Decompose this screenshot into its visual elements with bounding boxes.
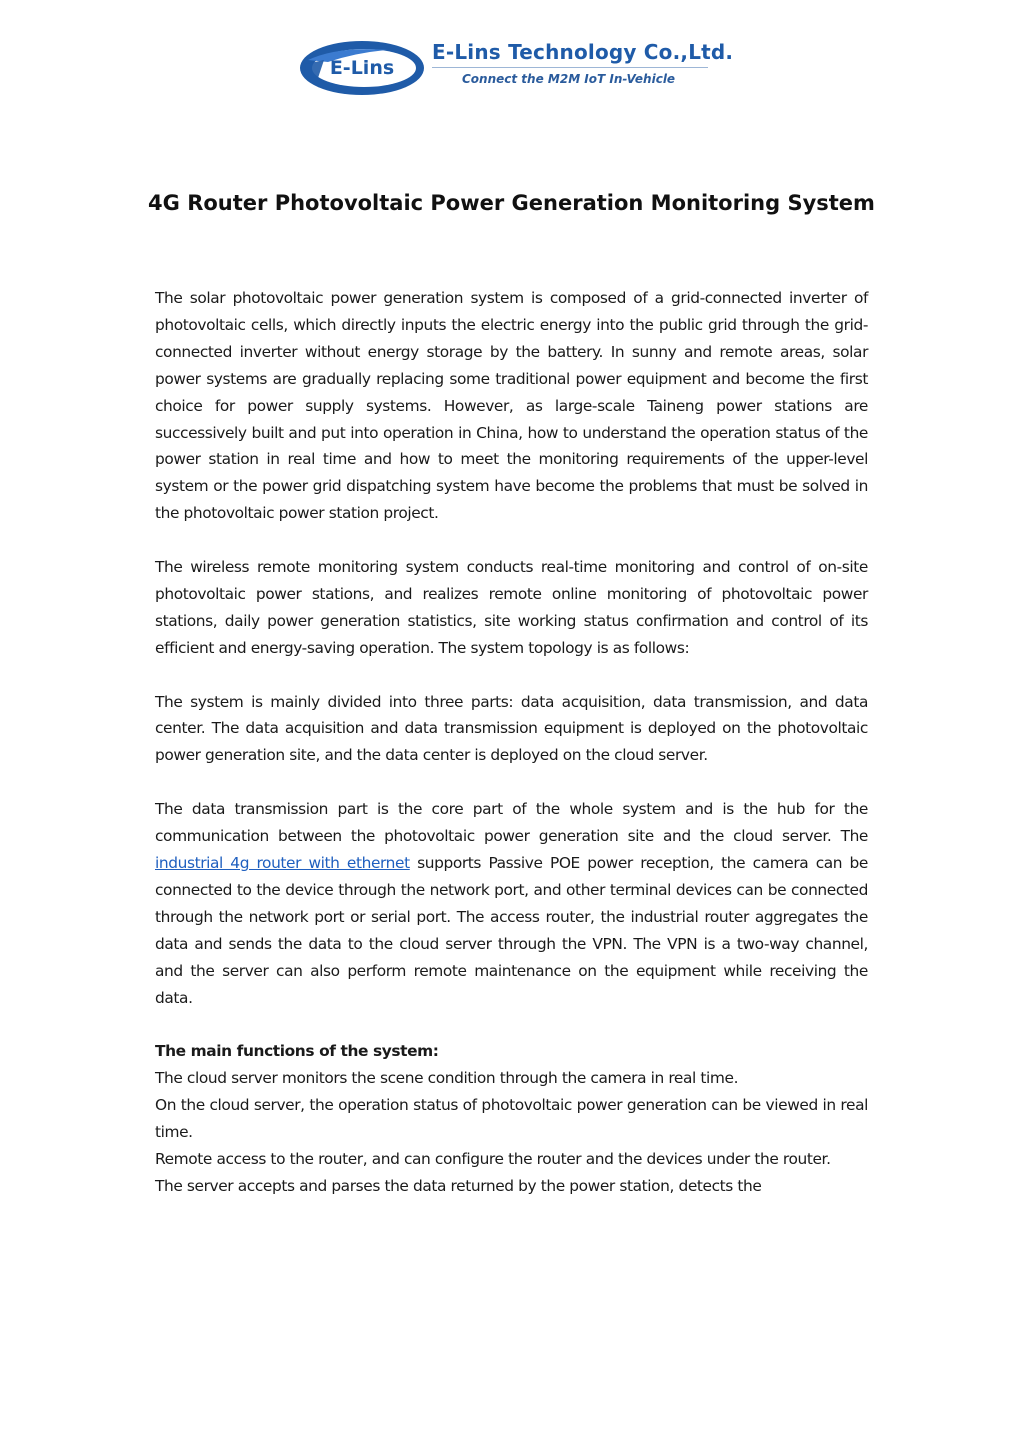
- function-item: The server accepts and parses the data returned by the power station, detects the: [155, 1176, 762, 1195]
- company-name: E-Lins Technology Co.,Ltd.: [432, 40, 734, 64]
- paragraph-intro: The solar photovoltaic power generation system is composed of a grid-connected inverter of photovoltaic cells, which directly inputs the electric energy into the public grid through the grid-connected inverter without energy storage by the battery. In sunny and remote areas, solar power systems are gradually replacing some traditional power equipment and become the first choice for power supply systems. However, as large-scale Taineng power stations are successively built and put into operation in China, how to understand the operation status of the power station in real time and how to meet the monitoring requirements of the upper-level system or the power grid dispatching system have become the problems that must be solved in the photovoltaic power station project.: [155, 289, 868, 523]
- paragraph-system-parts: The system is mainly divided into three parts: data acquisition, data transmission, and data center. The data acquisition and data transmission equipment is deployed on the photovoltaic power generation site, and the data center is deployed on the cloud server.: [155, 692, 868, 765]
- paragraph-monitoring: The wireless remote monitoring system conducts real-time monitoring and control of on-site photovoltaic power stations, and realizes remote online monitoring of photovoltaic power stations, daily power generation statistics, site working status confirmation and control of its efficient and energy-saving operation. The system topology is as follows:: [155, 558, 868, 657]
- document-body: [155, 285, 868, 1200]
- function-item: The cloud server monitors the scene condition through the camera in real time.: [155, 1069, 739, 1088]
- functions-heading-text: The main functions of the system:: [155, 1042, 439, 1061]
- logo-text: E-Lins: [329, 57, 395, 79]
- function-item: On the cloud server, the operation status of photovoltaic power generation can be viewed in real time.: [155, 1096, 868, 1142]
- e-lins-logo-icon: [298, 38, 428, 98]
- company-logo: [298, 38, 734, 98]
- company-name-underline: [432, 67, 708, 68]
- functions-heading: [155, 1038, 868, 1065]
- company-tagline: Connect the M2M IoT In-Vehicle: [462, 72, 676, 86]
- function-item: Remote access to the router, and can configure the router and the devices under the router.: [155, 1149, 831, 1168]
- document-title: 4G Router Photovoltaic Power Generation Monitoring System: [148, 191, 875, 215]
- router-product-link[interactable]: industrial 4g router with ethernet: [155, 853, 410, 872]
- paragraph-data-transmission: [155, 796, 868, 1011]
- paragraph-text: supports Passive POE power reception, the camera can be connected to the device through the network port, and other terminal devices can be connected through the network port or serial port. The access router, the industrial router aggregates the data and sends the data to the cloud server through the VPN. The VPN is a two-way channel, and the server can also perform remote maintenance on the equipment while receiving the data.: [155, 853, 868, 1007]
- paragraph-text: The data transmission part is the core part of the whole system and is the hub for the communication between the photovoltaic power generation site and the cloud server. The: [155, 800, 868, 846]
